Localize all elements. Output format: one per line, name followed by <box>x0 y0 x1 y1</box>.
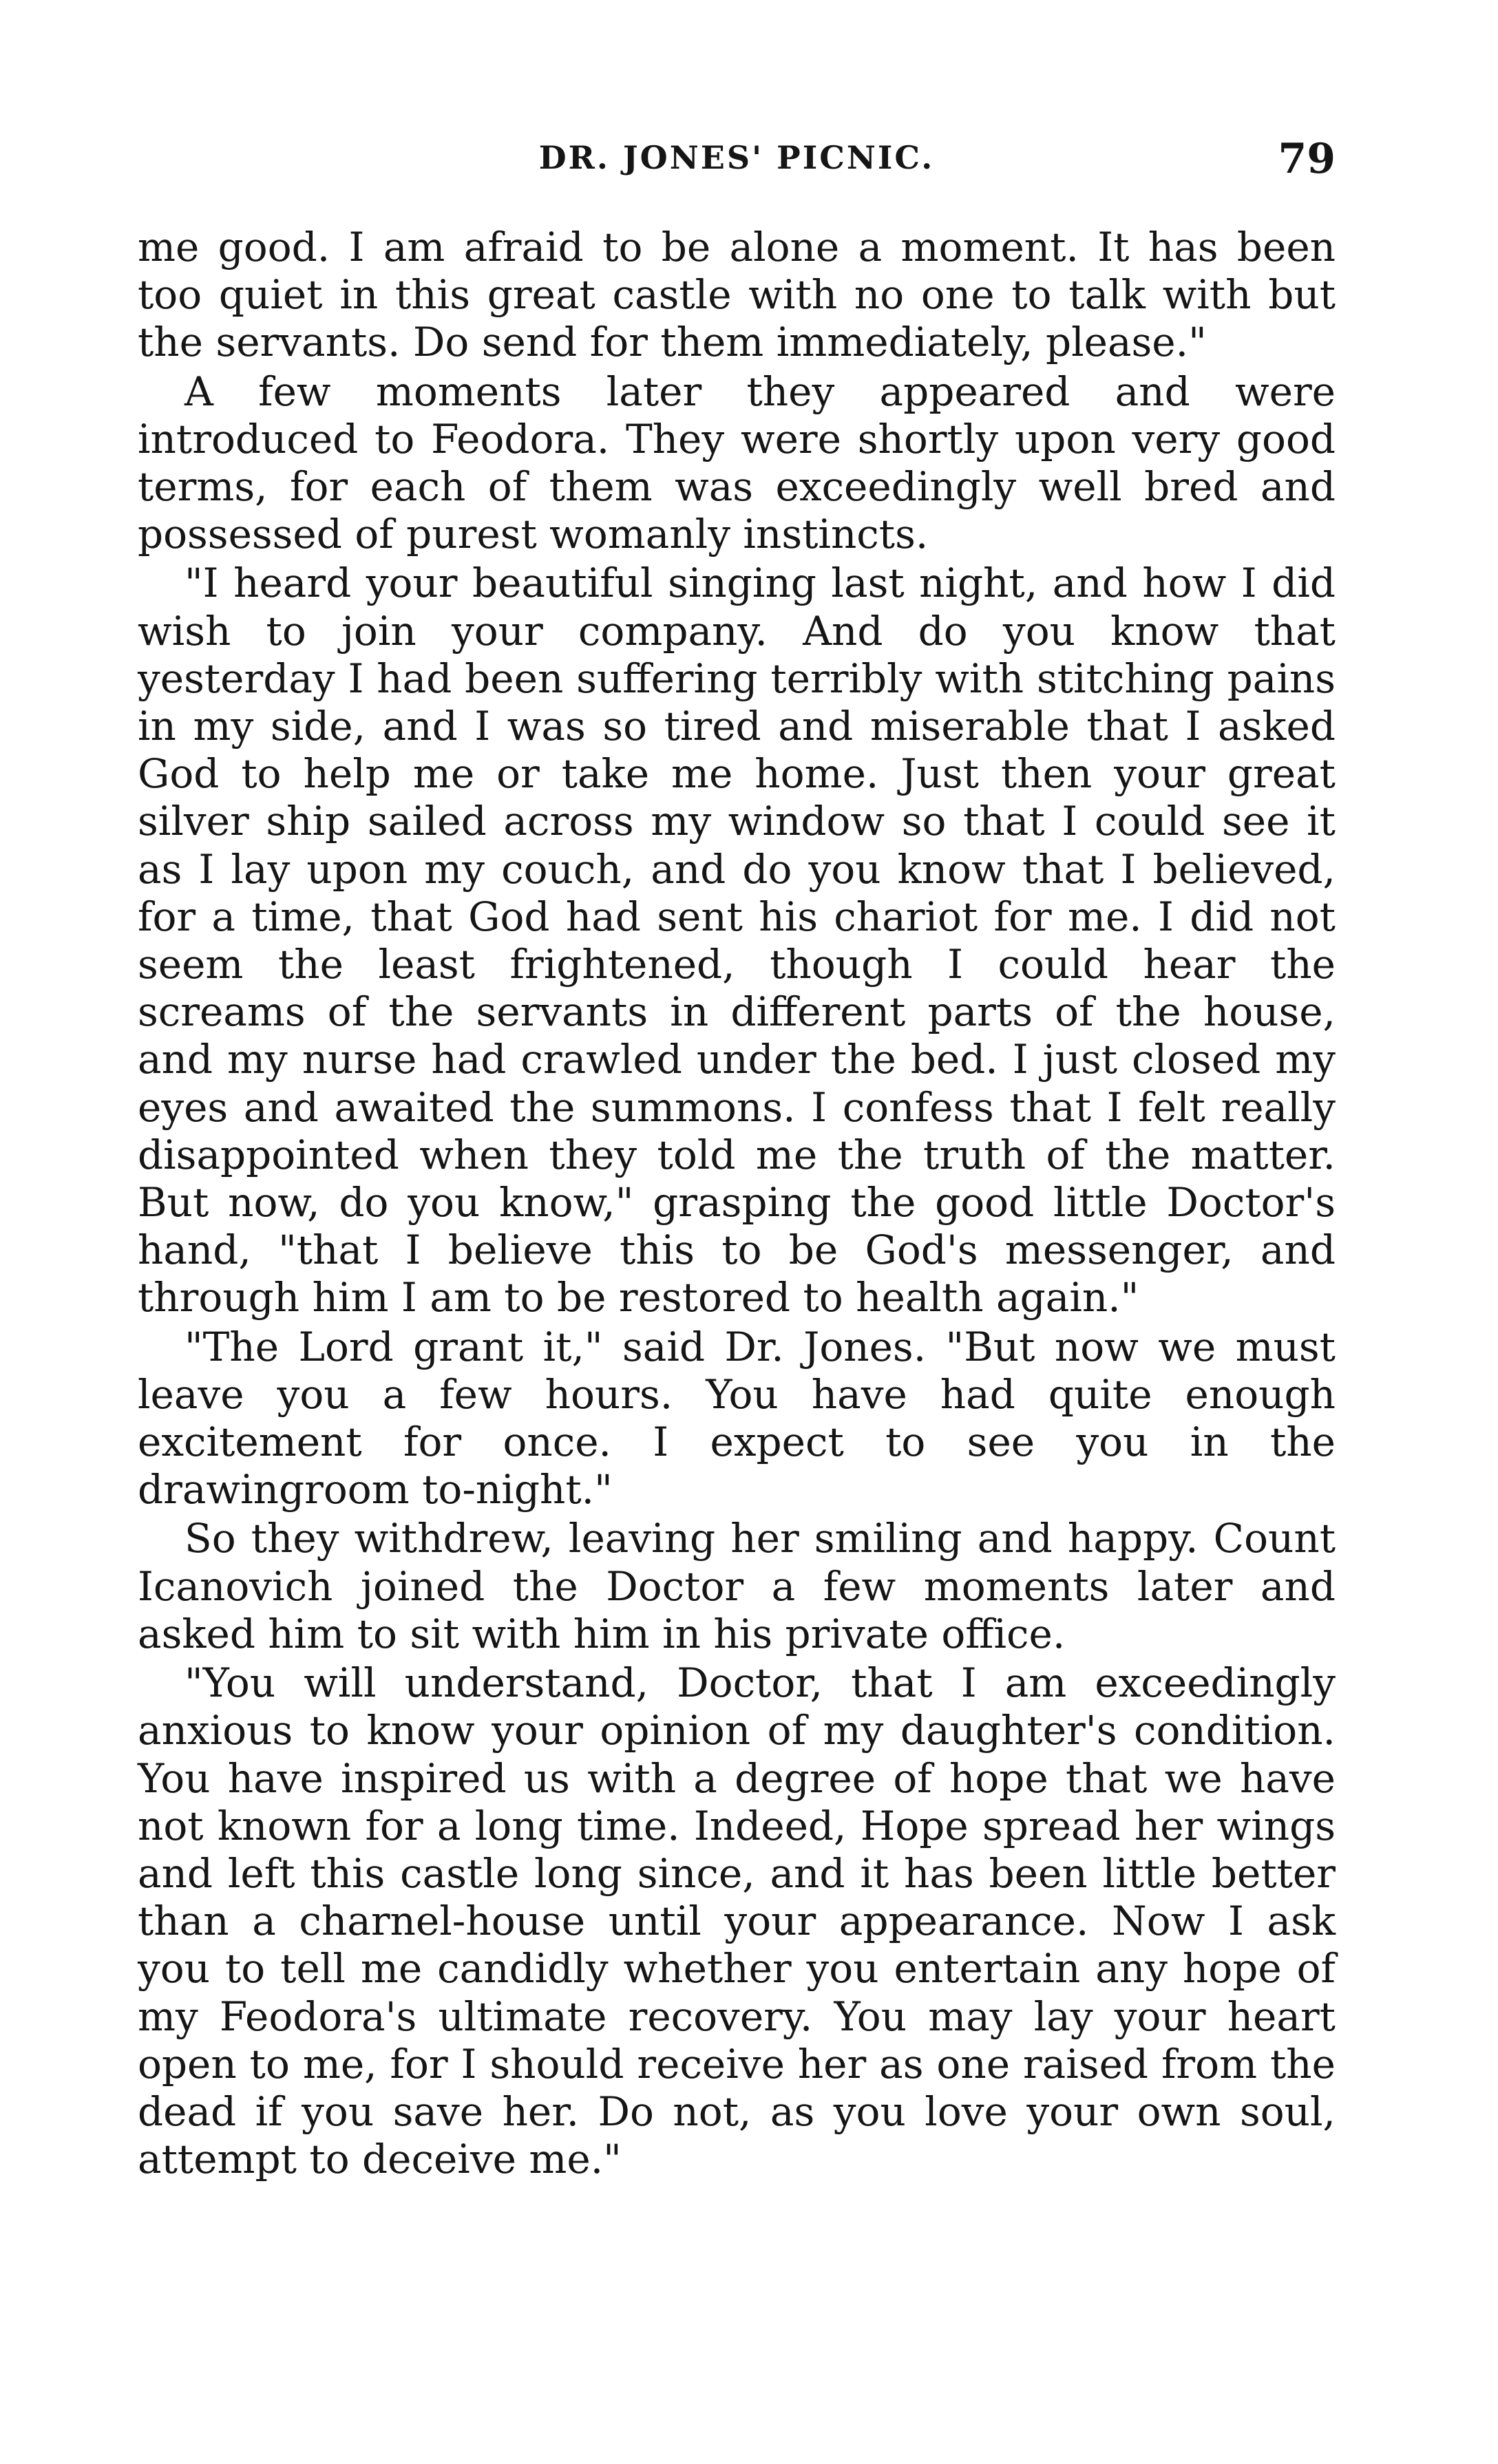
paragraph: "The Lord grant it," said Dr. Jones. "But now we must leave you a few hours. You have had quite enough excitement for once. I expect to see you in the drawingroom to-night." <box>138 1323 1336 1514</box>
body-text <box>138 224 1336 2185</box>
running-head: DR. JONES' PICNIC. <box>538 139 935 176</box>
paragraph: A few moments later they appeared and were introduced to Feodora. They were shortly upon very good terms, for each of them was exceedingly well bred and possessed of purest womanly instincts. <box>138 368 1336 558</box>
paragraph: So they withdrew, leaving her smiling and happy. Count Icanovich joined the Doctor a few moments later and asked him to sit with him in his private office. <box>138 1515 1336 1657</box>
paragraph-continuation: me good. I am afraid to be alone a moment. It has been too quiet in this great castle with no one to talk with but the servants. Do send for them immediately, please." <box>138 224 1336 366</box>
paragraph: "You will understand, Doctor, that I am exceedingly anxious to know your opinion of my daughter's condition. You have inspired us with a degree of hope that we have not known for a long time. Indeed, Hope spread her wings and left this castle long since, and it has been little better than a charnel-house until your appearance. Now I ask you to tell me candidly whether you entertain any hope of my Feodora's ultimate recovery. You may lay your heart open to me, for I should receive her as one raised from the dead if you save her. Do not, as you love your own soul, attempt to deceive me." <box>138 1659 1336 2183</box>
page-number: 79 <box>1278 135 1336 183</box>
paragraph: "I heard your beautiful singing last night, and how I did wish to join your company. And do you know that yesterday I had been suffering terribly with stitching pains in my side, and I was so tired and miserable that I asked God to help me or take me home. Just then your great silver ship sailed across my window so that I could see it as I lay upon my couch, and do you know that I believed, for a time, that God had sent his chariot for me. I did not seem the least frightened, though I could hear the screams of the servants in different parts of the house, and my nurse had crawled under the bed. I just closed my eyes and awaited the summons. I confess that I felt really disappointed when they told me the truth of the matter. But now, do you know," grasping the good little Doctor's hand, "that I believe this to be God's messenger, and through him I am to be restored to health again." <box>138 560 1336 1321</box>
page-header <box>138 135 1336 190</box>
